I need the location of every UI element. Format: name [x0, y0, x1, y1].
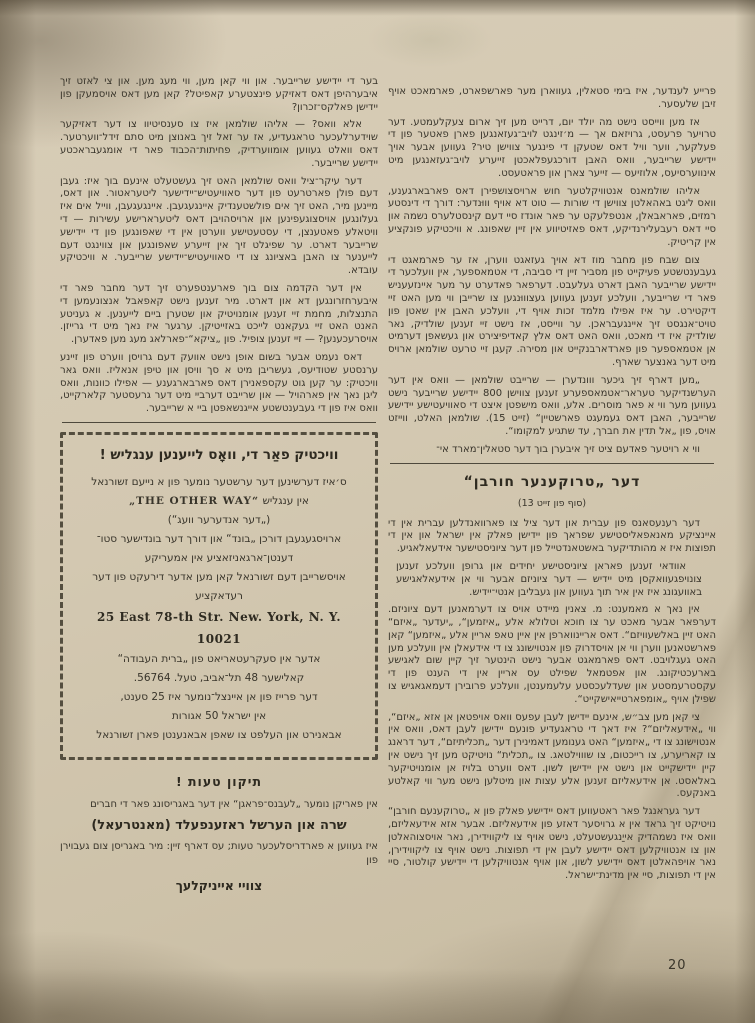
ad-journal-title-english: „THE OTHER WAY“: [129, 494, 260, 507]
ad-secretariat-line: אדער אין סעקרעטאריאט פון „ברית העבודה“: [117, 652, 321, 665]
article-paragraph: אלא וואס? — אליהו שולמאן איז צו סענסיטיוו צו דער דאזיקער שוידערלעכער טראגעדיע, אז ער זאל זיך באנוצן מיט סתם זידל־ווערטער. דאס וואלט געווען אומווערדיק, פחיתות־הכבוד פאר די אומגעבראכטע יידישע שרייבער.: [60, 119, 378, 169]
page-number: 20: [668, 958, 687, 973]
article-paragraph: „מען דארף זיך גיכער ווונדערן — שרייבט שולמאן — וואס אין דער הערשנדיקער טעראר־אטמאספערע זענען צווישן 800 יידישע שרייבער נישט געווען מער ווי א פאר מוסרים. אלע, וואס מישפטן איצט די סאוויעטישע יידישע שרייבער, האבן דאס געמעגט פארשטיין“ (זייט 15). שולמאן האלט, ווייזט אויס, פון „אל תדין את חברך, עד שתגיע למקומו“.: [388, 374, 716, 437]
article-paragraph: צום שבח פון מחבר מוז דא אויך געזאגט ווערן, אז ער פארמאגט די געבענטשטע פעיקייט פון מסביר זיין די סביבה, די אטמאספער, אין וועלכער די יידישע שרייבער האבן דארט געלעבט. דערפאר פאדערט ער מער איינזעעניש פאר די שרייבער, וועלכע זענען געווען געצוווּנגען צו שרייבן ווי מען האט זיי דיקטירט. ער איז אפילו מלמד זכות אויף די, וועלכע האבן אין שאטן פון טויט־אנגסט זיך איינגעבראכן. ער ווייסט, אז נישט זיי זענען שולדיק, נאר שולדיק איז די מאכט, וואס האט דאס אלץ קאדיפיצירט און געשאפן דערמיט אן אטמאספער פון פארדארבנקייט און מסירה. קעגן זיי טרעט שולמאן ארויס מיט דער גאנצער שארף.: [388, 254, 716, 368]
article-paragraph: דער עיקר־ציל וואס שולמאן האט זיך געשטעלט אינעם בוך איז: געבן דעם פולן פארטרעט פון דער סאוויעטיש־יידישער ליטעראטור. און דאס, מיינען מיר, האט זיך אים פולשטענדיק איינגעגעבן. איינגעגעבן, ווייל אים איז געלונגען אויסצוגעפינען און ארויסהויבן דאס ליטערארישע עשירות — די וויטאלע פאטענצן, די עסטעטישע ווערטן אין די שאפונגען פון די יידישע שרייבער דארט. ער שפיגלט זיך אין זייערע שאפונגען און צווינגט דעם לייענער צו האבן באציונג צו די סאוויעטיש־יידישע שרייבער. א וויכטיקע עובדא.: [60, 175, 378, 277]
ad-order-line: אויסשרייבן דעם זשורנאל קאן מען אדער דירעקט פון דער: [92, 570, 346, 583]
ad-heading: וויכטיק פאַר די, וואָס לייענען ענגליש !: [99, 446, 339, 463]
ad-publisher-line: דענטן־ארגאניזאציע אין אמעריקע: [144, 551, 294, 564]
section-divider: [390, 463, 714, 464]
correction-notice: [60, 774, 378, 893]
article-paragraph: פרייע לענדער, איז בימי סטאלין, געווארן מער פארשפארט, פארמאכט אויף זיבן שלעסער.: [388, 86, 716, 110]
feature-paragraph: דער רענעסאנס פון עברית און דער ציל צו פארוואנדלען עברית אין די איינציקע מאנאפאליסטישע שפראך פון יידישן פאלק אין ישראל און אין די תפוצות איז א מהותדיקער באשטאנדטייל פון דער ציוניסטישער אידעאלאגיע.: [388, 517, 716, 555]
ad-price-line: אין ישראל 50 אגורות: [171, 709, 267, 722]
article-paragraph: אין דער הקדמה צום בוך פארענטפערט זיך דער מחבר פאר די איבערחזרונגען דא און דארט. מיר זענען נישט קאפאבל אנצונעמען די התנצלות, מחמת זיי זענען אומנויטיק און שטערן ביים לייענען. א געניטע האנט האט זיי געקאנט לייכט באזייטיקן. ערגער איז נאך מיט די גרייזן. אויסרעכענען? — זיי זענען צופיל. פון „ציקא“־פארלאג מעג מען פאדערן.: [60, 282, 378, 346]
correction-signature: צוויי אייניקלעך: [175, 877, 263, 893]
right-column: [388, 86, 716, 888]
ad-publisher-line: ארויסגעגעבן דורכן „בונד“ און דורך דער בונדישער סטו־: [96, 532, 342, 545]
article-paragraph: ווי א רויטער פאדעם ציט זיך איבערן בוך דער סטאלין־מארד אי־: [436, 443, 700, 455]
section-divider: [62, 422, 376, 423]
ad-telaviv-phone-line: קאלישער 48 תל־אביב, טעל. 56764.: [133, 671, 305, 684]
feature-continued-from-note: (סוף פון זייט 13): [517, 497, 587, 509]
ad-subscribe-call-line: אבאנירט און העלפט צו שאפן אבאנענטן פארן זשורנאל: [96, 728, 342, 741]
correction-heading: תיקון טעות !: [175, 773, 263, 789]
article-paragraph: אליהו שולמאנס אנטוויקלטער חוש ארויסצושפירן דאס פארבארגענע, וואס ליגט באהאלטן צווישן די שורות — טוט דא אויף וווּנדער: דורך די דינסטע רמזים, פאראבאלן, אנטפלעקט ער פאר אונדז סיי דעם קינסטלערס נשמה און סיי דאס רעבעלירנדיקע, דאס פאזיטיווע אין זיין שאפונג. א וויכטיקע פונקציע אין קריטיק.: [388, 185, 716, 248]
correction-names: שרה און הערשל ראזענפעלד (מאנטרעאל): [91, 817, 347, 833]
ad-street-address: 25 East 78-th Str. New. York, N. Y. 10021: [96, 609, 342, 646]
ad-in-english-label: אין ענגליש: [262, 494, 309, 507]
left-column: [60, 76, 378, 893]
article-paragraph: אז מען ווייסט נישט מה יולד יום, דרייט מען זיך ארום צעקלעמטע. דער טרויער פרעסט, גרויזאם אך — מ׳זינגט לויב־געזאנגען פארן פאטער פון די פעלקער, ווער וויל דאס שטעקן די פינגער צווישן טיר? געווען אבער אויך יידישע שרייבער, וואס האבן דורכגעפלאכטן זייערע לויב־געזאנגען מיט אינווערסיעס, אלוזיעס — זייער צארן און פראטעסט.: [388, 116, 716, 179]
feature-article: [388, 474, 716, 884]
ad-price-line: דער פרייז פון אן איינצל־נומער איז 25 סענט,: [120, 690, 318, 703]
feature-paragraph: אין נאך א מאמענט: מ. צאנין מיידט אויס צו דערמאנען דעם ציוניזם. דערפאר אבער מאכט ער צו חוכא וטלולא אלע „איזמען“, „יעדער „איזם“ האט זיין באלשעוויזם“. דאס אריינווארפן אין איין טאפ אריין אלע „איזמען“ קאן פארשטאנען ווערן ווי אן אויסדרוק פון אנטוישונג צו די אידעאלן אין וועלכע מען האט געגלויבט. דאס פארמאגט אבער נישט הינטער זיך קיין שום לאגישע בארעכטיקונג. און אפטמאל שפילט עס אריין אין די הענט פון די עקסטרעמסטע און שעדלעכסטע עלעמענטן, וועלכע פרובירן דעמאגאגיש צו שפילן אויף „אומפארטייאישקייט“.: [388, 604, 716, 705]
ad-journal-name-line: [75, 492, 363, 511]
feature-paragraph: צי קאן מען צב״ש, אינעם יידישן לעבן עפעס וואס אויפטאן אן אזא „איזם“, ווי „אידעאליזם“? איז דאך די טראגעדיע פונעם יידישן לעבן דאס, וואס אין אנטוישונג צו די „איזמען“ האט גענומען דאמינירן דער „תכליתיזם“, דער דראנג צו קאריערע, צו רייכטום, צו שוווילטאג. צו „תכלית“ נויטיקט מען זיך נישט אין קיין יידישקייט און נישט אין יידישן לשון. דאס ווערט בלויז אן אומנויטיקער באלאסט. אן אידעאליזם זענען אלע עצות און מיטלען נישט מער ווי קאלטע באנקעס.: [388, 711, 716, 800]
article-paragraph: דאס נעמט אבער בשום אופן נישט אוועק דעם גרויסן ווערט פון זיינע ערנסטע שטודיעס, געשריבן מיט א סך וויסן און טיפן אנאליז. וואס גאר וויכטיק: ער קען גוט עקספאנירן דאס פארבארגענע — אפילו כוונות, וואס ליגן נאך אין פארהויל — און שרייבט דערביי מיט דער גרעסטער קלארקייט, וואס איז פון די געבענטשטע אייגנשאפטן ביי א שרייבער.: [60, 351, 378, 415]
ad-order-line: רעדאקציע: [195, 589, 243, 602]
article-paragraph: בער די יידישע שרייבער. און ווי קאן מען, ווי מעג מען. און צי לאזט זיך איבערהיפן דאס דאזיקע פינצטערע קאפיטל? קאן מען דאס אויסמעקן פון יידישן פאלקס־זכרון?: [60, 76, 378, 113]
feature-article-title: דער „טרוקענער חורבן“: [463, 473, 641, 490]
feature-blockquote: אוודאי זענען פאראן ציוניסטישע יחידים און גרופן וועלכע זענען צונויפגעוואקסן מיט יידיש — דער ציוניזם אבער ווי אן אידעאלאגישע באוועגונג איז אין איר תוך געווען און געבליבן אנטי־יידיש.: [396, 560, 702, 598]
feature-paragraph: דער געראנגל פאר ראטעווען דאס יידישע פאלק פון א „טרוקענעם חורבן“ נויטיקט זיך גראד אין א גרויסער דאזע פון אידעאליזם. אבער אזא אידעאליזם, וואס איז נשמהדיק אייַנגעשטעלט, נישט אויף צו ליקווידירן, נאר אויסצוהאלטן און צו אנטוויקלען דאס יידישע לעבן אין די תפוצות. נישט אויף צו ליקווידירן, נאר אויפהאלטן דאס יידישע לשון, און אויף אנטוויקלען די יידישע קולטור, סיי אין די תפוצות, סיי אין מדינת־ישראל.: [388, 806, 716, 882]
correction-text: אין פאריקן נומער „לעבנס־פראגן“ אין דער באגריסונג פאר די חברים: [90, 798, 378, 810]
journal-advertisement-box: [60, 432, 378, 760]
correction-text: איז געווען א פארדריסלעכער טעות; עס דארף זיין: מיר באגריסן צום געבוירן פון: [60, 840, 378, 866]
ad-intro-line: ס׳איז דערשינען דער ערשטער נומער פון א נייעם זשורנאל: [91, 475, 347, 488]
ad-journal-title-yiddish: („דער אנדערער וועג“): [167, 513, 271, 526]
